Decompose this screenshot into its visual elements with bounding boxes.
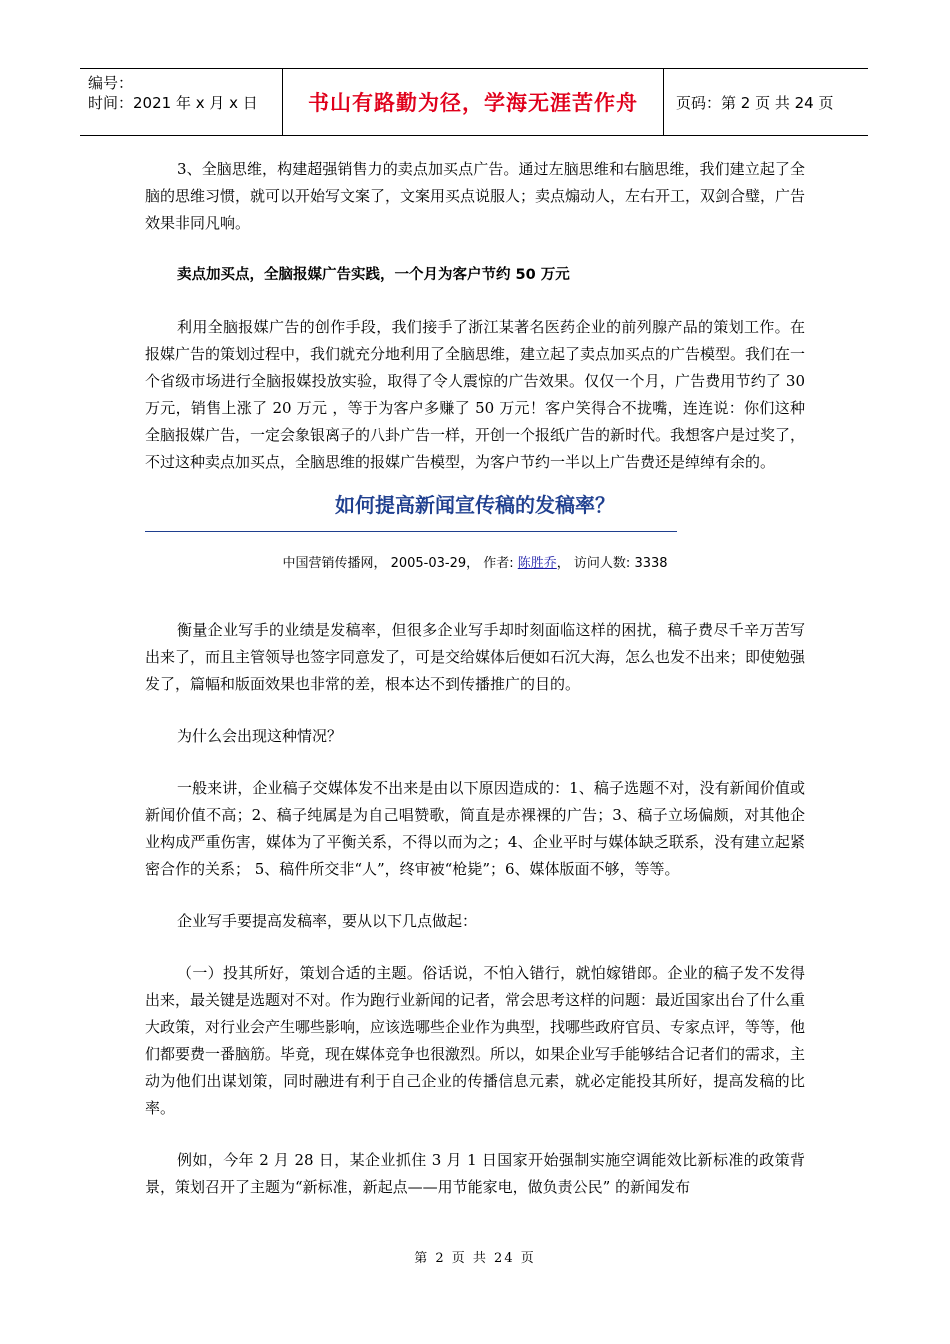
article-visits: ， 访问人数: 3338 [556,556,668,571]
title-divider [145,531,677,532]
article-paragraph: （一）投其所好，策划合适的主题。俗话说，不怕入错行，就怕嫁错郎。企业的稿子发不发得出来，最关键是选题对不对。作为跑行业新闻的记者，常会思考这样的问题：最近国家出台了什么重大政策，对行业会产生哪些影响，应该选哪些企业作为典型，找哪些政府官员、专家点评，等等，他们都要费一番脑筋。毕竟，现在媒体竞争也很激烈。所以，如果企业写手能够结合记者们的需求，主动为他们出谋划策，同时融进有利于自己企业的传播信息元素，就必定能投其所好，提高发稿的比率。 [145,964,806,1117]
header-motto: 书山有路勤为径，学海无涯苦作舟 [283,69,664,135]
author-link[interactable]: 陈胜乔 [517,556,557,571]
article-paragraph: 一般来讲，企业稿子交媒体发不出来是由以下原因造成的：1、稿子选题不对，没有新闻价值或新闻价值不高；2、稿子纯属是为自己唱赞歌，简直是赤裸裸的广告；3、稿子立场偏颇，对其他企业构成严重伤害，媒体为了平衡关系，不得以而为之；4、企业平时与媒体缺乏联系，没有建立起紧密合作的关系； 5、稿件所交非“人”，终审被“枪毙”；6、媒体版面不够，等等。 [145,779,805,878]
page-content [145,156,805,1201]
article-paragraph: 例如，今年 2 月 28 日，某企业抓住 3 月 1 日国家开始强制实施空调能效比新标准的政策背景，策划召开了主题为“新标准，新起点——用节能家电，做负责公民” 的新闻发布 [145,1151,805,1196]
page-footer: 第 2 页 共 24 页 [414,1251,536,1266]
document-time-label: 时间：2021 年 x 月 x 日 [88,94,258,112]
header-page-number: 页码：第 2 页 共 24 页 [676,93,834,112]
article-meta [145,554,805,574]
article-source-date: 中国营销传播网， 2005-03-29， 作者: [282,556,518,571]
header-meta [80,69,283,135]
paragraph-case-study: 利用全脑报媒广告的创作手段，我们接手了浙江某著名医药企业的前列腺产品的策划工作。在报媒广告的策划过程中，我们就充分地利用了全脑思维，建立起了卖点加买点的广告模型。我们在一个省级市场进行全脑报媒投放实验，取得了令人震惊的广告效果。仅仅一个月，广告费用节约了 30 万元，销售上涨了 20 万元 ，等于为客户多赚了 50 万元！客户笑得合不拢嘴，连连说：你们这种全脑报媒广告，一定会象银离子的八卦广告一样，开创一个报纸广告的新时代。我想客户是过奖了，不过这种卖点加买点，全脑思维的报媒广告模型，为客户节约一半以上广告费还是绰绰有余的。 [145,318,806,471]
section-heading: 卖点加买点，全脑报媒广告实践，一个月为客户节约 50 万元 [177,267,570,283]
article-paragraph: 衡量企业写手的业绩是发稿率，但很多企业写手却时刻面临这样的困扰，稿子费尽千辛万苦写出来了，而且主管领导也签字同意发了，可是交给媒体后便如石沉大海，怎么也发不出来；即使勉强发了，篇幅和版面效果也非常的差，根本达不到传播推广的目的。 [145,621,806,693]
article-title: 如何提高新闻宣传稿的发稿率？ [335,493,615,517]
page-header [80,68,868,136]
document-number-label: 编号： [88,74,134,92]
article-paragraph: 企业写手要提高发稿率，要从以下几点做起： [177,912,478,930]
paragraph-whole-brain: 3、全脑思维，构建超强销售力的卖点加买点广告。通过左脑思维和右脑思维，我们建立起了全脑的思维习惯，就可以开始写文案了，文案用买点说服人；卖点煽动人，左右开工，双剑合璧，广告效果非同凡响。 [145,160,806,232]
article-paragraph: 为什么会出现这种情况？ [177,727,343,745]
